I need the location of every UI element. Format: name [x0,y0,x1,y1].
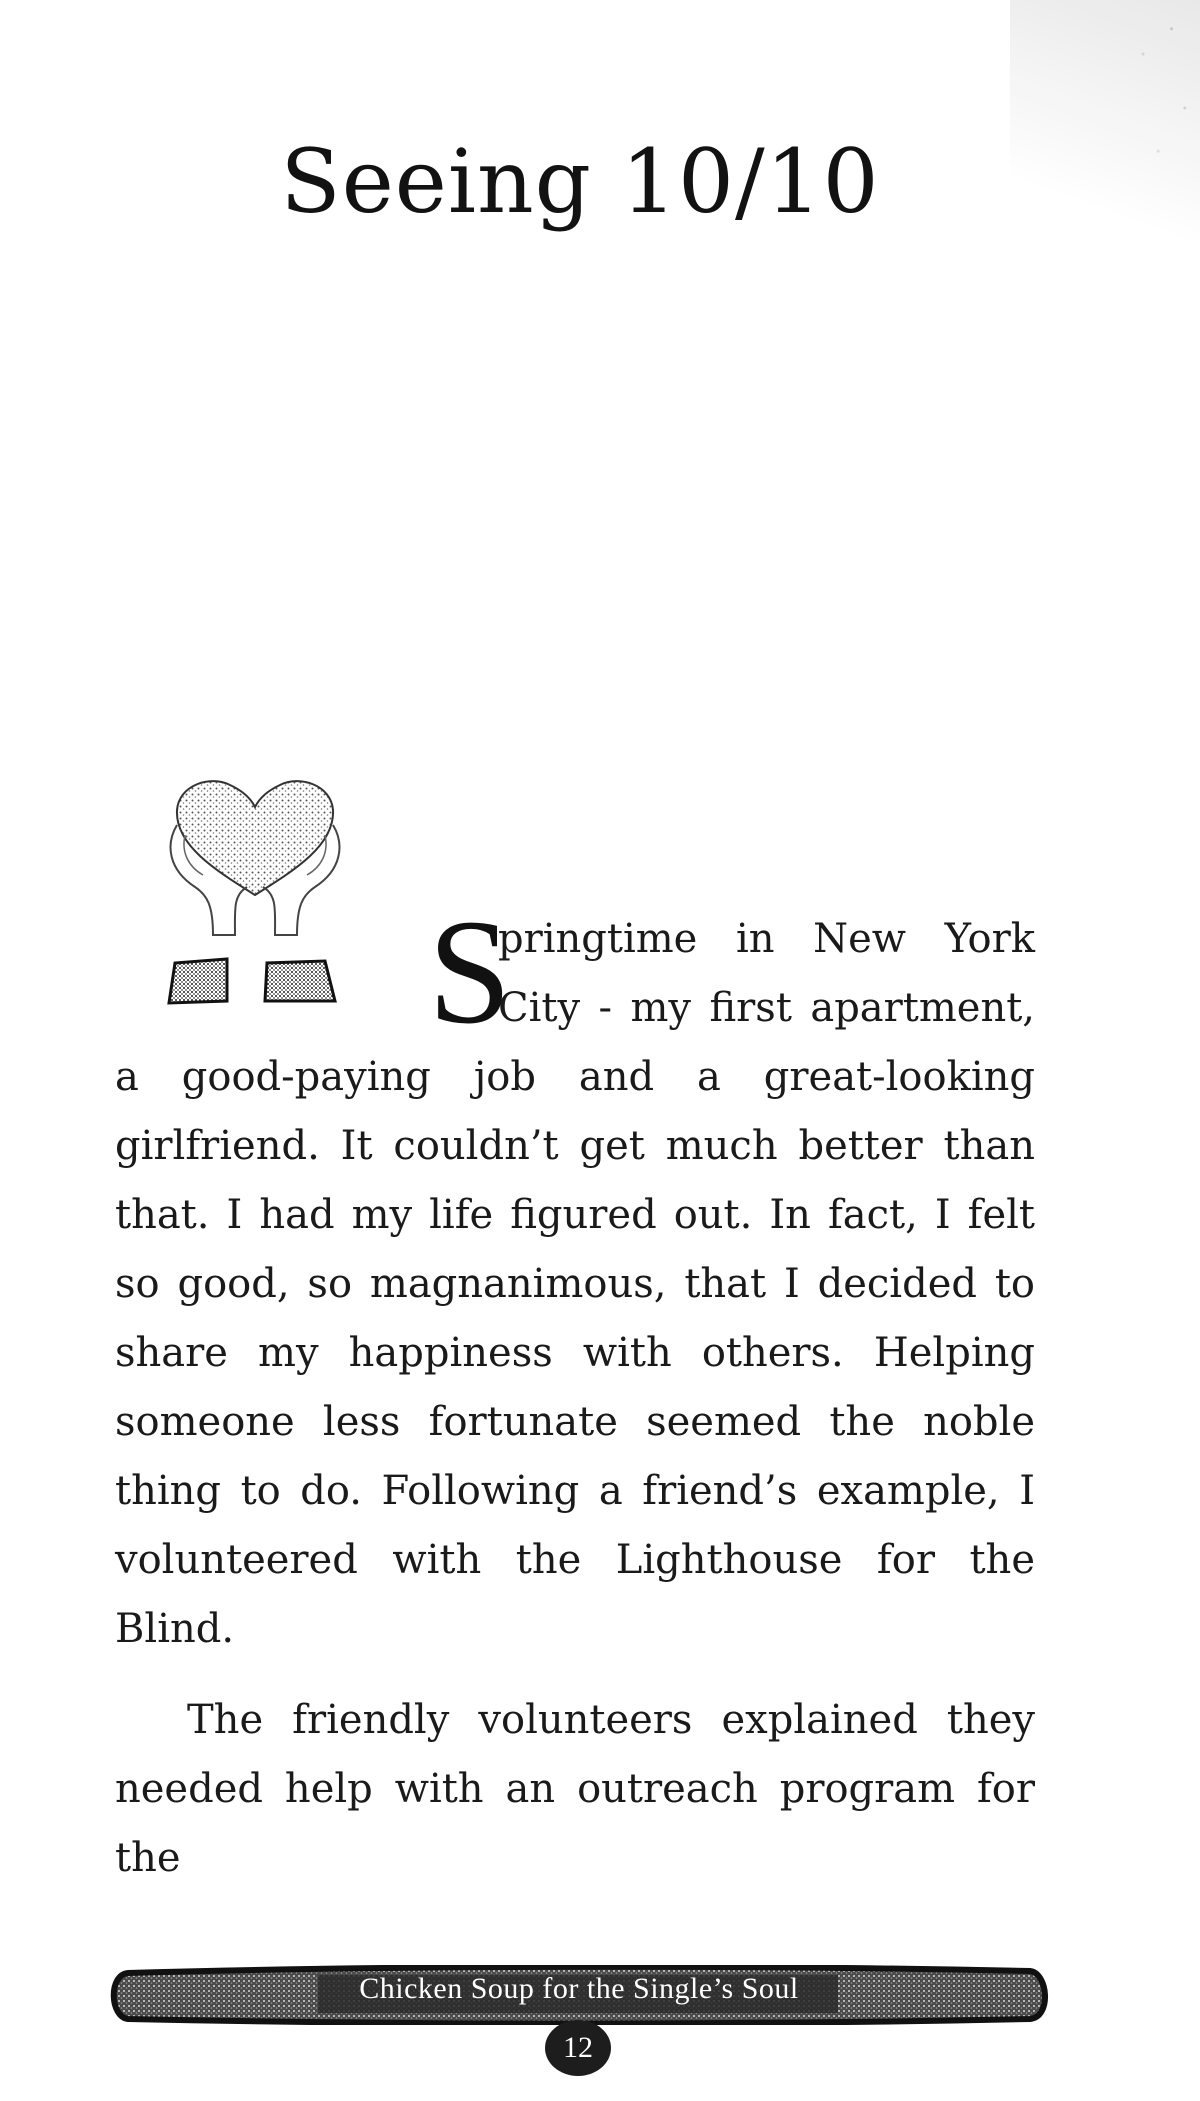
chapter-title: Seeing 10/10 [280,130,880,233]
footer-book-title: Chicken Soup for the Single’s Soul [359,1972,799,2005]
paragraph-2: The friendly volunteers explained they needed help with an outreach program for the [115,1697,1035,1881]
paragraph-1: a good-paying job and a great-looking girlfriend. It couldn’t get much better than that. I had my life figured out. In fact, I felt so good, so magnanimous, that I decided to share my happiness with others. Helping someone less fortunate seemed the noble thing to do. Following a friend’s example, I volunteered with the Lighthouse for the Blind. [115,1054,1035,1652]
first-line: pringtime in New York [498,916,1035,962]
body-text [115,1043,1035,1893]
second-line: City - my first apartment, [498,985,1035,1031]
drop-cap: S [428,889,512,1055]
page-number: 12 [545,2020,611,2076]
hands-holding-heart-icon [155,775,355,1025]
